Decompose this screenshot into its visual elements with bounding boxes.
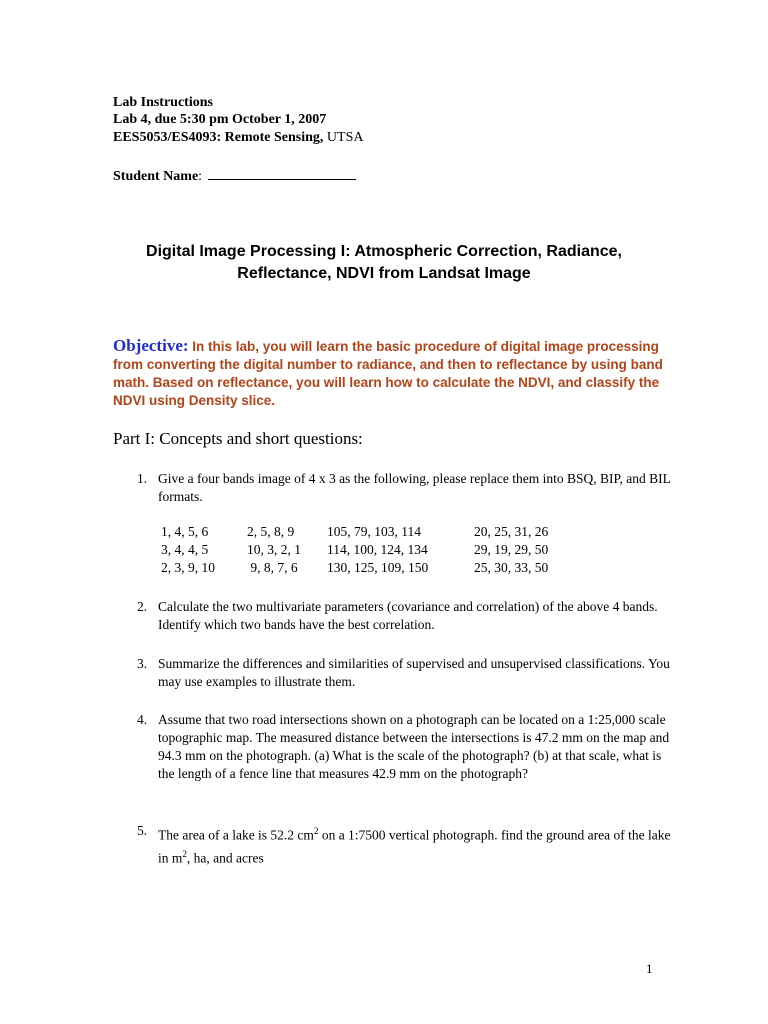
- table-cell: 2, 3, 9, 10: [161, 560, 215, 575]
- q5-superscript-a: 2: [313, 826, 319, 836]
- question-5-number: 5.: [137, 823, 148, 838]
- question-1-text: Give a four bands image of 4 x 3 as the following, please replace them into BSQ, BIP, and BIL formats.: [158, 471, 671, 504]
- table-cell: 130, 125, 109, 150: [327, 560, 429, 575]
- question-4-number: 4.: [137, 712, 148, 727]
- page-number: 1: [646, 961, 653, 976]
- student-name-row: [113, 165, 356, 186]
- title-line-1: Digital Image Processing I: Atmospheric Correction, Radiance,: [146, 243, 622, 260]
- question-4-text: Assume that two road intersections shown on a photograph can be located on a 1:25,000 scale topographic map. The measured distance between the intersections is 47.2 mm on the map and 94.3 mm on the photograph. (a) What is the scale of the photograph? (b) at that scale, what is the length of a fence line that measures 42.9 mm on the photograph?: [158, 712, 670, 781]
- band-data-table: [161, 523, 548, 577]
- table-cell: 1, 4, 5, 6: [161, 524, 209, 539]
- course-line: [113, 129, 363, 147]
- lab-instructions-label: Lab Instructions: [113, 95, 213, 110]
- question-3-number: 3.: [137, 656, 148, 671]
- q5-text-part-c: , ha, and acres: [186, 850, 264, 865]
- q5-superscript-b: 2: [182, 848, 187, 859]
- q5-text-part-a: The area of a lake is 52.2 cm: [158, 827, 314, 843]
- q5-text-part-b: on a 1:7500 vertical photograph. find the ground area of the lake in m: [158, 827, 671, 865]
- table-row: [161, 541, 548, 559]
- table-cell: 10, 3, 2, 1: [247, 542, 301, 557]
- question-1-number: 1.: [137, 471, 148, 486]
- lab-due-date: Lab 4, due 5:30 pm October 1, 2007: [113, 112, 327, 127]
- table-cell: 25, 30, 33, 50: [474, 560, 549, 575]
- table-cell: 9, 8, 7, 6: [247, 560, 298, 575]
- table-cell: 29, 19, 29, 50: [474, 542, 549, 557]
- table-cell: 3, 4, 4, 5: [161, 542, 209, 557]
- student-name-colon: :: [198, 169, 203, 184]
- table-row: [161, 523, 548, 541]
- student-name-blank: [208, 165, 356, 180]
- part-1-heading: Part I: Concepts and short questions:: [113, 429, 363, 448]
- student-name-label: Student Name: [113, 169, 199, 184]
- objective-paragraph: [113, 337, 673, 410]
- question-3-text: Summarize the differences and similarities of supervised and unsupervised classifications. You may use examples to illustrate them.: [158, 656, 670, 689]
- course-code: EES5053/ES4093: Remote Sensing,: [113, 130, 324, 145]
- course-school: UTSA: [323, 130, 364, 145]
- title-line-2: Reflectance, NDVI from Landsat Image: [237, 265, 531, 282]
- table-cell: 20, 25, 31, 26: [474, 524, 549, 539]
- table-cell: 2, 5, 8, 9: [247, 524, 295, 539]
- table-cell: 114, 100, 124, 134: [327, 542, 428, 557]
- table-row: [161, 559, 548, 577]
- objective-text: In this lab, you will learn the basic procedure of digital image processing from converting the digital number to radiance, and then to reflectance by using band math. Based on reflectance, you will learn how to calculate the NDVI, and classify the NDVI using Density slice.: [113, 339, 663, 408]
- table-cell: 105, 79, 103, 114: [327, 524, 421, 539]
- question-2-text: Calculate the two multivariate parameters (covariance and correlation) of the above 4 bands. Identify which two bands have the best correlation.: [158, 599, 658, 632]
- objective-label: Objective:: [113, 336, 189, 355]
- document-title: [60, 241, 708, 285]
- question-2-number: 2.: [137, 599, 148, 614]
- question-5-text: [158, 822, 678, 867]
